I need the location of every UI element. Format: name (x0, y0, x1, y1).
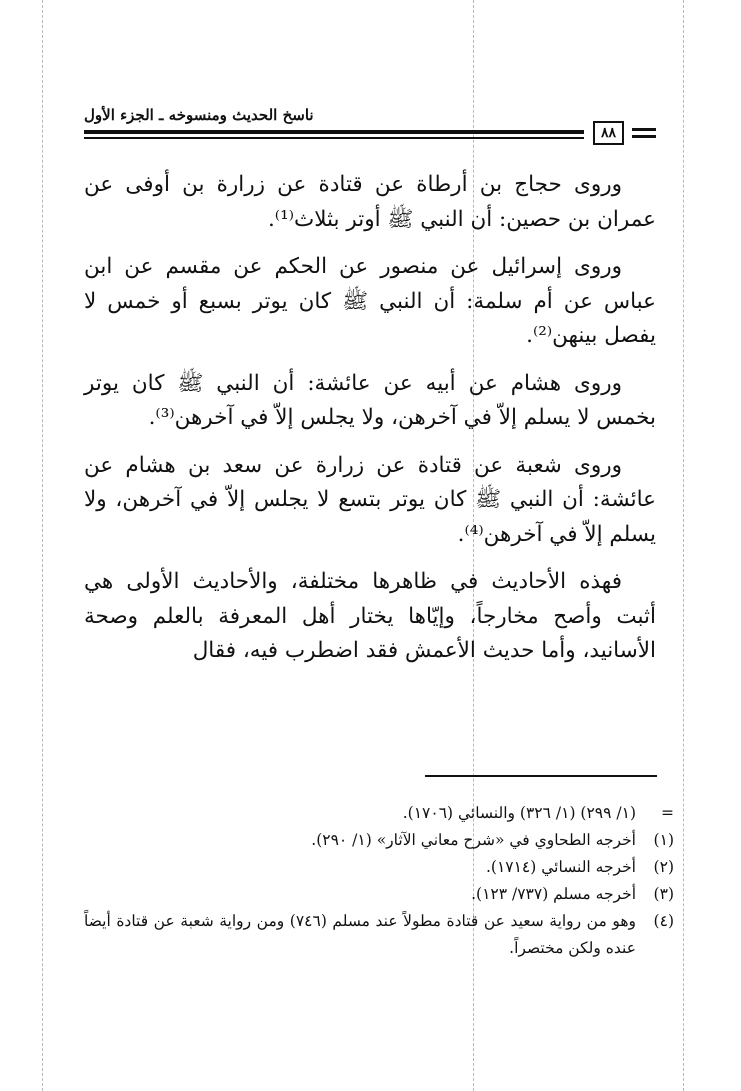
footnotes (84, 800, 674, 962)
page-number-bar-bottom (632, 135, 656, 138)
footnote-text: وهو من رواية سعيد عن قتادة مطولاً عند مسلم (٧٤٦) ومن رواية شعبة عن قتادة أيضاً عنده ولكن مختصراً. (84, 912, 636, 957)
paragraph: وروى إسرائيل عن منصور عن الحكم عن مقسم عن ابن عباس عن أم سلمة: أن النبي ﷺ كان يوتر بسبع أو خمس لا يفصل بينهن⁽²⁾. (84, 254, 656, 348)
main-text (84, 168, 656, 682)
footnote-text: أخرجه مسلم (٧٣٧/ ١٢٣). (471, 885, 636, 903)
header-rule-thin (84, 137, 584, 139)
footnote-marker: (٤) (653, 912, 674, 930)
footnote-separator (425, 775, 657, 777)
footnote (84, 908, 674, 962)
paragraph: وروى حجاج بن أرطاة عن قتادة عن زرارة بن أوفى عن عمران بن حصين: أن النبي ﷺ أوتر بثلاث⁽¹⁾. (84, 172, 656, 232)
paragraph: وروى هشام عن أبيه عن عائشة: أن النبي ﷺ كان يوتر بخمس لا يسلم إلاّ في آخرهن، ولا يجلس إلاّ في آخرهن⁽³⁾. (84, 370, 656, 430)
header-rule-thick (84, 130, 584, 134)
footnote-marker: (١) (653, 831, 674, 849)
footnote-text: أخرجه النسائي (١٧١٤). (485, 858, 636, 876)
footnote-text: (١/ ٢٩٩) (١/ ٣٢٦) والنسائي (١٧٠٦). (402, 804, 636, 822)
paragraph: وروى شعبة عن قتادة عن زرارة عن سعد بن هشام عن عائشة: أن النبي ﷺ كان يوتر بتسع لا يجلس إلاّ في آخرهن، ولا يسلم إلاّ في آخرهن⁽⁴⁾. (84, 452, 656, 547)
footnote-marker: (٢) (653, 858, 674, 876)
footnote (84, 827, 674, 854)
page-header (84, 106, 656, 152)
page-number: ٨٨ (593, 121, 624, 145)
footnote (84, 854, 674, 881)
footnote (84, 800, 674, 827)
paragraph: فهذه الأحاديث في ظاهرها مختلفة، والأحاديث الأولى هي أثبت وأصح مخارجاً، وإيّاها يختار أهل المعرفة بالعلم وصحة الأسانيد، وأما حديث الأعمش فقد اضطرب فيه، فقال (84, 569, 656, 663)
footnote-marker: (٣) (653, 885, 674, 903)
footnote-marker: = (661, 804, 674, 822)
footnote-text: أخرجه الطحاوي في «شرح معاني الآثار» (١/ ٢٩٠). (311, 831, 636, 849)
running-title: ناسخ الحديث ومنسوخه ـ الجزء الأول (84, 106, 314, 124)
footnote (84, 881, 674, 908)
page-number-bar-top (632, 128, 656, 131)
